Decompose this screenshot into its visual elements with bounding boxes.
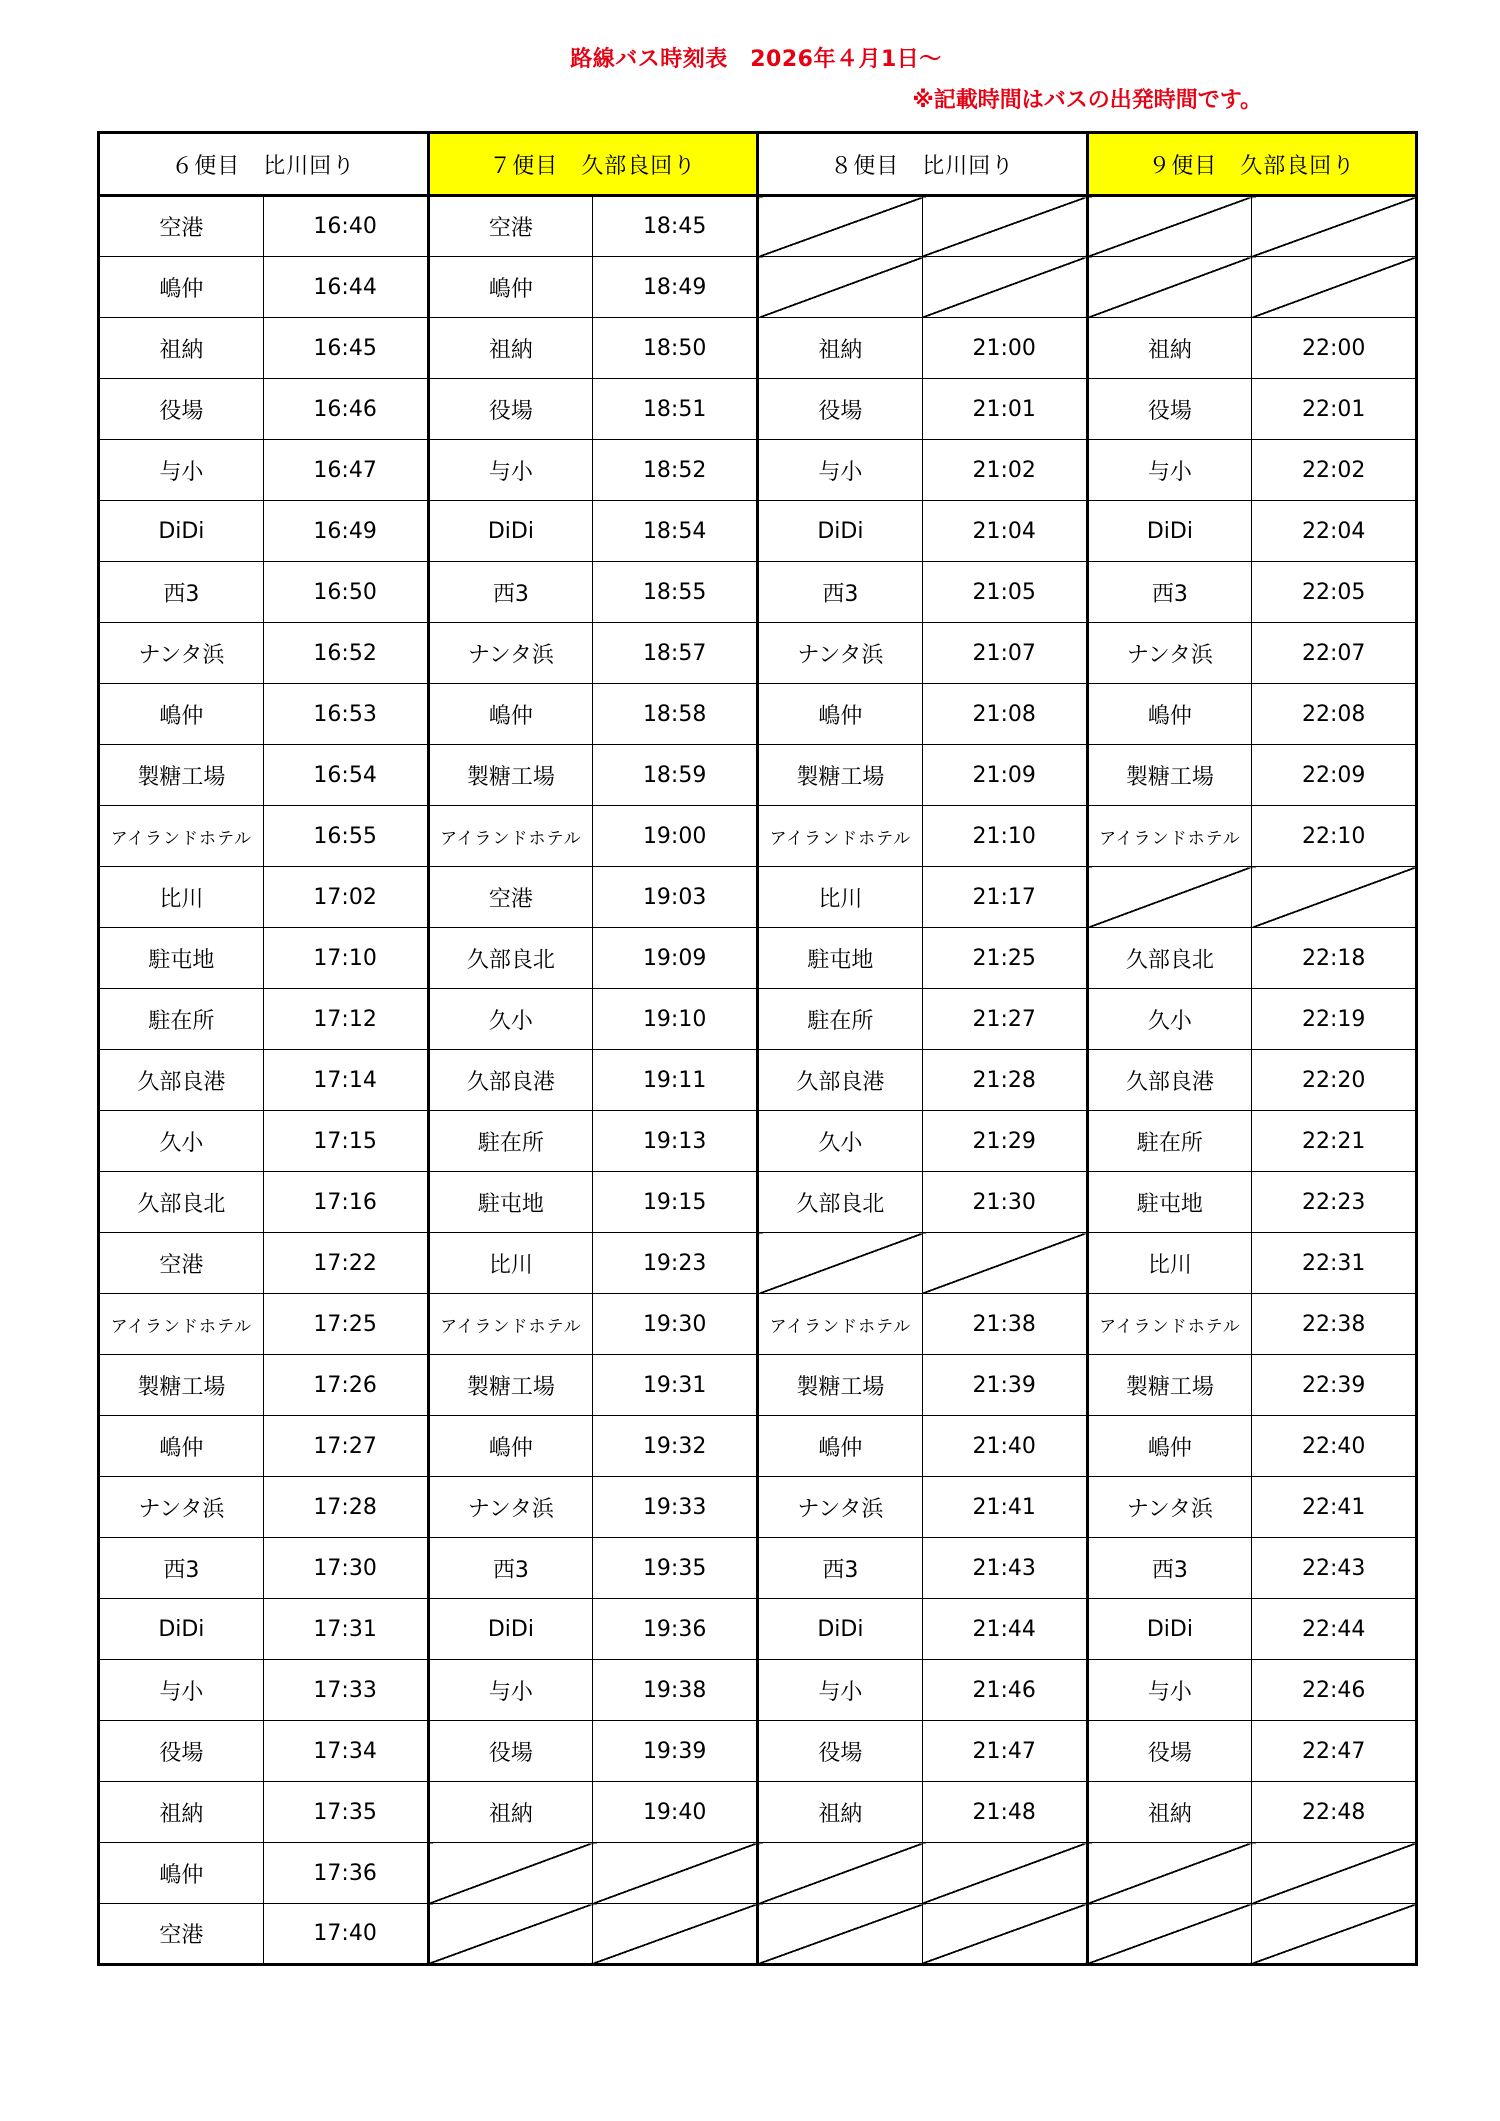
stop-name-cell: 空港	[99, 196, 264, 257]
stop-name-cell: 駐屯地	[99, 928, 264, 989]
departure-time-cell: 21:48	[922, 1782, 1087, 1843]
stop-name-cell: 役場	[1087, 379, 1252, 440]
stop-name-cell: 西3	[1087, 562, 1252, 623]
timetable-row	[99, 1782, 1417, 1843]
stop-name-cell: DiDi	[758, 1599, 923, 1660]
departure-time-cell: 19:35	[593, 1538, 758, 1599]
empty-cell	[758, 1843, 923, 1904]
stop-name-cell: DiDi	[99, 1599, 264, 1660]
departure-time-cell: 17:36	[263, 1843, 428, 1904]
timetable-row	[99, 745, 1417, 806]
stop-name-cell: ナンタ浜	[99, 623, 264, 684]
stop-name-cell: 空港	[99, 1904, 264, 1965]
departure-time-cell: 16:53	[263, 684, 428, 745]
departure-time-cell: 21:00	[922, 318, 1087, 379]
empty-cell	[428, 1843, 593, 1904]
stop-name-cell: 駐在所	[1087, 1111, 1252, 1172]
stop-name-cell: DiDi	[1087, 1599, 1252, 1660]
stop-name-cell: 久部良港	[428, 1050, 593, 1111]
departure-time-cell: 22:20	[1252, 1050, 1417, 1111]
stop-name-cell: 西3	[758, 562, 923, 623]
stop-name-cell: 製糖工場	[428, 1355, 593, 1416]
departure-time-cell: 21:07	[922, 623, 1087, 684]
departure-time-cell: 22:43	[1252, 1538, 1417, 1599]
timetable-row	[99, 623, 1417, 684]
departure-time-cell: 22:21	[1252, 1111, 1417, 1172]
timetable-row	[99, 806, 1417, 867]
timetable-row	[99, 1294, 1417, 1355]
stop-name-cell: 久小	[1087, 989, 1252, 1050]
departure-time-cell: 21:05	[922, 562, 1087, 623]
stop-name-cell: 製糖工場	[1087, 745, 1252, 806]
stop-name-cell: アイランドホテル	[99, 806, 264, 867]
departure-time-cell: 19:11	[593, 1050, 758, 1111]
empty-cell	[1087, 257, 1252, 318]
stop-name-cell: 比川	[1087, 1233, 1252, 1294]
departure-time-cell: 19:30	[593, 1294, 758, 1355]
departure-time-cell: 21:17	[922, 867, 1087, 928]
departure-time-cell: 22:23	[1252, 1172, 1417, 1233]
stop-name-cell: アイランドホテル	[758, 806, 923, 867]
empty-cell	[1087, 1904, 1252, 1965]
stop-name-cell: アイランドホテル	[758, 1294, 923, 1355]
departure-time-cell: 19:13	[593, 1111, 758, 1172]
stop-name-cell: 与小	[428, 440, 593, 501]
departure-time-cell: 19:33	[593, 1477, 758, 1538]
stop-name-cell: 製糖工場	[758, 745, 923, 806]
stop-name-cell: 与小	[758, 440, 923, 501]
stop-name-cell: 空港	[428, 196, 593, 257]
stop-name-cell: 祖納	[428, 318, 593, 379]
departure-time-cell: 21:04	[922, 501, 1087, 562]
stop-name-cell: 与小	[1087, 1660, 1252, 1721]
departure-time-cell: 18:57	[593, 623, 758, 684]
stop-name-cell: アイランドホテル	[1087, 1294, 1252, 1355]
stop-name-cell: 与小	[428, 1660, 593, 1721]
departure-time-cell: 21:44	[922, 1599, 1087, 1660]
stop-name-cell: アイランドホテル	[428, 1294, 593, 1355]
departure-time-cell: 19:36	[593, 1599, 758, 1660]
departure-time-cell: 21:08	[922, 684, 1087, 745]
stop-name-cell: DiDi	[428, 501, 593, 562]
stop-name-cell: 西3	[1087, 1538, 1252, 1599]
timetable-row	[99, 1233, 1417, 1294]
stop-name-cell: 駐屯地	[1087, 1172, 1252, 1233]
empty-cell	[922, 1233, 1087, 1294]
departure-time-cell: 18:50	[593, 318, 758, 379]
timetable-row	[99, 928, 1417, 989]
stop-name-cell: 製糖工場	[1087, 1355, 1252, 1416]
departure-time-cell: 22:08	[1252, 684, 1417, 745]
departure-time-cell: 19:39	[593, 1721, 758, 1782]
departure-time-cell: 22:00	[1252, 318, 1417, 379]
empty-cell	[758, 1233, 923, 1294]
timetable-row	[99, 1538, 1417, 1599]
trip-7-header: ７便目 久部良回り	[428, 133, 758, 196]
departure-time-cell: 21:28	[922, 1050, 1087, 1111]
stop-name-cell: DiDi	[1087, 501, 1252, 562]
stop-name-cell: 祖納	[1087, 318, 1252, 379]
departure-time-cell: 18:51	[593, 379, 758, 440]
timetable-row	[99, 1721, 1417, 1782]
departure-time-cell: 19:00	[593, 806, 758, 867]
empty-cell	[1252, 196, 1417, 257]
departure-time-cell: 17:26	[263, 1355, 428, 1416]
stop-name-cell: 祖納	[758, 318, 923, 379]
departure-time-cell: 19:38	[593, 1660, 758, 1721]
departure-time-cell: 22:31	[1252, 1233, 1417, 1294]
departure-time-cell: 17:12	[263, 989, 428, 1050]
stop-name-cell: 嶋仲	[758, 684, 923, 745]
timetable-row	[99, 1050, 1417, 1111]
empty-cell	[1087, 867, 1252, 928]
stop-name-cell: 久小	[758, 1111, 923, 1172]
empty-cell	[1252, 1843, 1417, 1904]
stop-name-cell: 嶋仲	[758, 1416, 923, 1477]
stop-name-cell: アイランドホテル	[99, 1294, 264, 1355]
departure-time-cell: 21:02	[922, 440, 1087, 501]
departure-time-cell: 22:40	[1252, 1416, 1417, 1477]
timetable-row	[99, 379, 1417, 440]
stop-name-cell: 久小	[99, 1111, 264, 1172]
timetable-row	[99, 257, 1417, 318]
empty-cell	[593, 1843, 758, 1904]
timetable-row	[99, 867, 1417, 928]
departure-time-cell: 16:47	[263, 440, 428, 501]
departure-time-cell: 18:49	[593, 257, 758, 318]
departure-time-cell: 17:10	[263, 928, 428, 989]
stop-name-cell: 祖納	[428, 1782, 593, 1843]
stop-name-cell: DiDi	[99, 501, 264, 562]
departure-time-cell: 16:49	[263, 501, 428, 562]
stop-name-cell: 製糖工場	[758, 1355, 923, 1416]
empty-cell	[1252, 257, 1417, 318]
stop-name-cell: 久部良北	[428, 928, 593, 989]
departure-time-note: ※記載時間はバスの出発時間です。	[912, 88, 1262, 113]
stop-name-cell: ナンタ浜	[428, 623, 593, 684]
empty-cell	[1087, 1843, 1252, 1904]
timetable-row	[99, 1660, 1417, 1721]
stop-name-cell: 久部良港	[99, 1050, 264, 1111]
departure-time-cell: 22:38	[1252, 1294, 1417, 1355]
stop-name-cell: 西3	[428, 1538, 593, 1599]
departure-time-cell: 18:45	[593, 196, 758, 257]
stop-name-cell: 久部良北	[1087, 928, 1252, 989]
stop-name-cell: 与小	[1087, 440, 1252, 501]
departure-time-cell: 21:10	[922, 806, 1087, 867]
page-title: 路線バス時刻表 2026年４月1日～	[570, 47, 942, 72]
departure-time-cell: 22:04	[1252, 501, 1417, 562]
departure-time-cell: 16:50	[263, 562, 428, 623]
stop-name-cell: 与小	[99, 1660, 264, 1721]
departure-time-cell: 21:25	[922, 928, 1087, 989]
empty-cell	[593, 1904, 758, 1965]
stop-name-cell: 製糖工場	[99, 1355, 264, 1416]
departure-time-cell: 21:46	[922, 1660, 1087, 1721]
departure-time-cell: 21:47	[922, 1721, 1087, 1782]
departure-time-cell: 17:35	[263, 1782, 428, 1843]
departure-time-cell: 19:03	[593, 867, 758, 928]
departure-time-cell: 19:10	[593, 989, 758, 1050]
empty-cell	[1087, 196, 1252, 257]
stop-name-cell: 祖納	[99, 1782, 264, 1843]
departure-time-cell: 17:34	[263, 1721, 428, 1782]
timetable-row	[99, 1172, 1417, 1233]
departure-time-cell: 17:40	[263, 1904, 428, 1965]
departure-time-cell: 22:19	[1252, 989, 1417, 1050]
departure-time-cell: 18:54	[593, 501, 758, 562]
stop-name-cell: 役場	[758, 1721, 923, 1782]
timetable-row	[99, 562, 1417, 623]
departure-time-cell: 22:46	[1252, 1660, 1417, 1721]
departure-time-cell: 21:30	[922, 1172, 1087, 1233]
departure-time-cell: 17:14	[263, 1050, 428, 1111]
departure-time-cell: 22:10	[1252, 806, 1417, 867]
departure-time-cell: 22:01	[1252, 379, 1417, 440]
stop-name-cell: 西3	[758, 1538, 923, 1599]
stop-name-cell: 久小	[428, 989, 593, 1050]
stop-name-cell: 久部良港	[1087, 1050, 1252, 1111]
stop-name-cell: 比川	[758, 867, 923, 928]
departure-time-cell: 19:15	[593, 1172, 758, 1233]
empty-cell	[1252, 1904, 1417, 1965]
empty-cell	[1252, 867, 1417, 928]
timetable-row	[99, 440, 1417, 501]
empty-cell	[922, 257, 1087, 318]
departure-time-cell: 21:29	[922, 1111, 1087, 1172]
departure-time-cell: 21:27	[922, 989, 1087, 1050]
stop-name-cell: ナンタ浜	[1087, 1477, 1252, 1538]
stop-name-cell: 役場	[99, 379, 264, 440]
stop-name-cell: 役場	[428, 1721, 593, 1782]
stop-name-cell: 嶋仲	[1087, 1416, 1252, 1477]
stop-name-cell: 空港	[99, 1233, 264, 1294]
timetable-body	[99, 196, 1417, 1965]
empty-cell	[922, 1904, 1087, 1965]
stop-name-cell: 駐屯地	[428, 1172, 593, 1233]
departure-time-cell: 21:09	[922, 745, 1087, 806]
stop-name-cell: ナンタ浜	[1087, 623, 1252, 684]
departure-time-cell: 17:16	[263, 1172, 428, 1233]
departure-time-cell: 16:40	[263, 196, 428, 257]
departure-time-cell: 19:32	[593, 1416, 758, 1477]
stop-name-cell: 駐屯地	[758, 928, 923, 989]
stop-name-cell: 役場	[758, 379, 923, 440]
departure-time-cell: 22:02	[1252, 440, 1417, 501]
stop-name-cell: 製糖工場	[428, 745, 593, 806]
departure-time-cell: 18:59	[593, 745, 758, 806]
timetable-row	[99, 1477, 1417, 1538]
stop-name-cell: 駐在所	[758, 989, 923, 1050]
stop-name-cell: 嶋仲	[99, 1416, 264, 1477]
stop-name-cell: ナンタ浜	[99, 1477, 264, 1538]
stop-name-cell: 嶋仲	[428, 1416, 593, 1477]
stop-name-cell: 嶋仲	[99, 684, 264, 745]
departure-time-cell: 22:05	[1252, 562, 1417, 623]
departure-time-cell: 17:15	[263, 1111, 428, 1172]
departure-time-cell: 16:54	[263, 745, 428, 806]
stop-name-cell: 駐在所	[99, 989, 264, 1050]
departure-time-cell: 21:43	[922, 1538, 1087, 1599]
timetable-row	[99, 196, 1417, 257]
departure-time-cell: 22:39	[1252, 1355, 1417, 1416]
timetable-row	[99, 1111, 1417, 1172]
departure-time-cell: 19:23	[593, 1233, 758, 1294]
departure-time-cell: 18:58	[593, 684, 758, 745]
departure-time-cell: 21:38	[922, 1294, 1087, 1355]
timetable-row	[99, 1904, 1417, 1965]
stop-name-cell: DiDi	[428, 1599, 593, 1660]
departure-time-cell: 22:07	[1252, 623, 1417, 684]
stop-name-cell: 祖納	[1087, 1782, 1252, 1843]
departure-time-cell: 17:31	[263, 1599, 428, 1660]
stop-name-cell: ナンタ浜	[428, 1477, 593, 1538]
stop-name-cell: ナンタ浜	[758, 1477, 923, 1538]
stop-name-cell: 役場	[99, 1721, 264, 1782]
empty-cell	[922, 196, 1087, 257]
departure-time-cell: 22:48	[1252, 1782, 1417, 1843]
departure-time-cell: 16:46	[263, 379, 428, 440]
departure-time-cell: 22:18	[1252, 928, 1417, 989]
empty-cell	[758, 257, 923, 318]
stop-name-cell: 祖納	[99, 318, 264, 379]
stop-name-cell: 久部良港	[758, 1050, 923, 1111]
timetable-header-row	[99, 133, 1417, 196]
timetable-row	[99, 318, 1417, 379]
departure-time-cell: 21:40	[922, 1416, 1087, 1477]
departure-time-cell: 17:33	[263, 1660, 428, 1721]
departure-time-cell: 16:45	[263, 318, 428, 379]
empty-cell	[758, 196, 923, 257]
departure-time-cell: 17:27	[263, 1416, 428, 1477]
timetable-row	[99, 501, 1417, 562]
departure-time-cell: 16:52	[263, 623, 428, 684]
departure-time-cell: 17:02	[263, 867, 428, 928]
stop-name-cell: 役場	[1087, 1721, 1252, 1782]
stop-name-cell: 比川	[99, 867, 264, 928]
stop-name-cell: DiDi	[758, 501, 923, 562]
timetable-row	[99, 1843, 1417, 1904]
stop-name-cell: 空港	[428, 867, 593, 928]
departure-time-cell: 17:22	[263, 1233, 428, 1294]
stop-name-cell: 西3	[99, 562, 264, 623]
stop-name-cell: 西3	[99, 1538, 264, 1599]
departure-time-cell: 16:44	[263, 257, 428, 318]
departure-time-cell: 22:44	[1252, 1599, 1417, 1660]
stop-name-cell: 与小	[758, 1660, 923, 1721]
timetable-row	[99, 1355, 1417, 1416]
departure-time-cell: 17:30	[263, 1538, 428, 1599]
stop-name-cell: 嶋仲	[99, 1843, 264, 1904]
departure-time-cell: 19:09	[593, 928, 758, 989]
stop-name-cell: ナンタ浜	[758, 623, 923, 684]
departure-time-cell: 22:41	[1252, 1477, 1417, 1538]
stop-name-cell: アイランドホテル	[428, 806, 593, 867]
departure-time-cell: 17:25	[263, 1294, 428, 1355]
stop-name-cell: 製糖工場	[99, 745, 264, 806]
timetable-row	[99, 1599, 1417, 1660]
departure-time-cell: 22:09	[1252, 745, 1417, 806]
departure-time-cell: 22:47	[1252, 1721, 1417, 1782]
stop-name-cell: 西3	[428, 562, 593, 623]
departure-time-cell: 16:55	[263, 806, 428, 867]
bus-timetable	[97, 131, 1418, 1966]
stop-name-cell: 駐在所	[428, 1111, 593, 1172]
timetable-row	[99, 989, 1417, 1050]
empty-cell	[428, 1904, 593, 1965]
empty-cell	[922, 1843, 1087, 1904]
stop-name-cell: 比川	[428, 1233, 593, 1294]
departure-time-cell: 21:41	[922, 1477, 1087, 1538]
departure-time-cell: 21:01	[922, 379, 1087, 440]
timetable-row	[99, 684, 1417, 745]
empty-cell	[758, 1904, 923, 1965]
trip-9-header: ９便目 久部良回り	[1087, 133, 1417, 196]
departure-time-cell: 18:55	[593, 562, 758, 623]
timetable-row	[99, 1416, 1417, 1477]
stop-name-cell: 祖納	[758, 1782, 923, 1843]
departure-time-cell: 19:31	[593, 1355, 758, 1416]
departure-time-cell: 21:39	[922, 1355, 1087, 1416]
stop-name-cell: 役場	[428, 379, 593, 440]
stop-name-cell: 嶋仲	[428, 684, 593, 745]
stop-name-cell: 嶋仲	[1087, 684, 1252, 745]
stop-name-cell: アイランドホテル	[1087, 806, 1252, 867]
departure-time-cell: 19:40	[593, 1782, 758, 1843]
stop-name-cell: 久部良北	[99, 1172, 264, 1233]
departure-time-cell: 18:52	[593, 440, 758, 501]
departure-time-cell: 17:28	[263, 1477, 428, 1538]
stop-name-cell: 嶋仲	[428, 257, 593, 318]
trip-8-header: ８便目 比川回り	[758, 133, 1088, 196]
stop-name-cell: 久部良北	[758, 1172, 923, 1233]
stop-name-cell: 与小	[99, 440, 264, 501]
trip-6-header: ６便目 比川回り	[99, 133, 429, 196]
stop-name-cell: 嶋仲	[99, 257, 264, 318]
